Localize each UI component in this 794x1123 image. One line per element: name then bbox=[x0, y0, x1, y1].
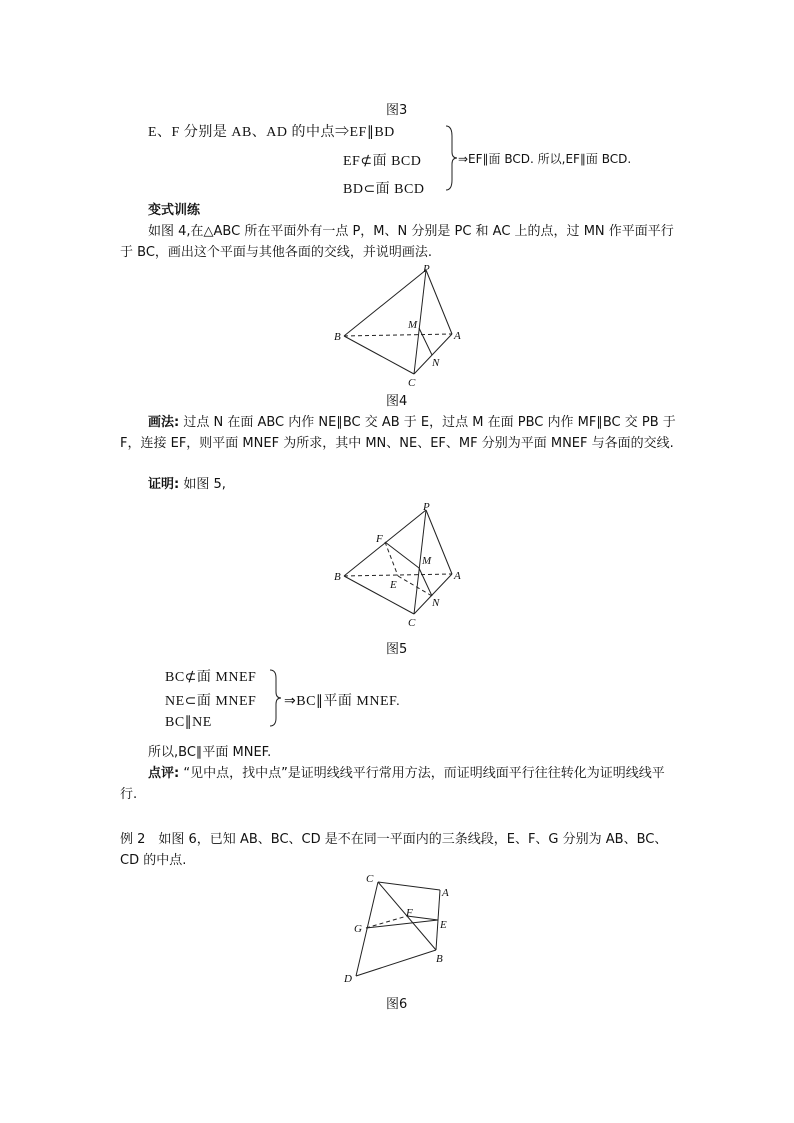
figure-3-caption: 图3 bbox=[386, 103, 408, 118]
proof2-conclusion: ⇒BC∥平面 MNEF. bbox=[284, 694, 401, 709]
edge-CA bbox=[378, 882, 440, 890]
proof1-line1: E、F 分别是 AB、AD 的中点⇒EF∥BD bbox=[148, 125, 395, 140]
proof-intro-text: 如图 5, bbox=[179, 477, 226, 492]
example-2-text: 例 2 如图 6，已知 AB、BC、CD 是不在同一平面内的三条线段，E、F、G 分别为 AB、BC、CD 的中点. bbox=[120, 832, 668, 868]
so-statement: 所以,BC∥平面 MNEF. bbox=[148, 745, 272, 760]
figure-6-caption: 图6 bbox=[386, 997, 408, 1012]
label-F: F bbox=[376, 533, 383, 545]
comment-label: 点评: bbox=[148, 766, 180, 781]
label-A: A bbox=[454, 570, 461, 582]
label-P: P bbox=[423, 501, 430, 513]
label-E: E bbox=[440, 919, 447, 931]
label-A: A bbox=[454, 330, 461, 342]
label-C: C bbox=[408, 617, 416, 629]
label-D: D bbox=[344, 973, 352, 985]
comment-text: “见中点，找中点”是证明线线平行常用方法，而证明线面平行往往转化为证明线线平行. bbox=[120, 766, 665, 802]
edge-GE bbox=[366, 920, 438, 928]
proof1-line2: EF⊄面 BCD bbox=[343, 154, 422, 169]
label-B: B bbox=[334, 331, 341, 343]
comment-paragraph bbox=[120, 763, 680, 805]
label-N: N bbox=[432, 357, 440, 369]
proof2-brace bbox=[268, 668, 282, 728]
figure-4-diagram bbox=[328, 258, 468, 390]
method-label: 画法: bbox=[148, 415, 180, 430]
edge-BC bbox=[344, 336, 414, 374]
proof2-line3: BC∥NE bbox=[165, 715, 212, 730]
label-E: E bbox=[390, 579, 397, 591]
label-P: P bbox=[423, 263, 430, 275]
label-G: G bbox=[354, 923, 362, 935]
edge-DB bbox=[356, 950, 436, 976]
edge-MN bbox=[419, 328, 432, 355]
label-F: F bbox=[406, 907, 413, 919]
proof1-line3: BD⊂面 BCD bbox=[343, 182, 425, 197]
variant-heading: 变式训练 bbox=[148, 203, 201, 218]
label-B: B bbox=[436, 953, 443, 965]
proof2-line1: BC⊄面 MNEF bbox=[165, 670, 257, 685]
label-B: B bbox=[334, 571, 341, 583]
label-C: C bbox=[366, 873, 374, 885]
proof2-line2: NE⊂面 MNEF bbox=[165, 694, 257, 709]
proof-label: 证明: bbox=[148, 477, 180, 492]
variant-text: 如图 4,在△ABC 所在平面外有一点 P，M、N 分别是 PC 和 AC 上的点，过 MN 作平面平行于 BC，画出这个平面与其他各面的交线，并说明画法. bbox=[120, 224, 674, 260]
edge-BA bbox=[344, 334, 452, 336]
figure-5-caption: 图5 bbox=[386, 642, 408, 657]
method-paragraph bbox=[120, 412, 680, 454]
edge-BC bbox=[344, 576, 414, 614]
figure-4-caption: 图4 bbox=[386, 394, 408, 409]
label-C: C bbox=[408, 377, 416, 389]
label-M: M bbox=[408, 319, 418, 331]
figure-6-diagram bbox=[336, 870, 460, 988]
proof-intro bbox=[120, 474, 680, 495]
label-M: M bbox=[422, 555, 432, 567]
figure-5-diagram bbox=[328, 496, 468, 630]
label-A: A bbox=[442, 887, 449, 899]
edge-FM bbox=[385, 542, 419, 568]
proof1-brace bbox=[444, 124, 458, 192]
method-text: 过点 N 在面 ABC 内作 NE∥BC 交 AB 于 E，过点 M 在面 PBC 内作 MF∥BC 交 PB 于 F，连接 EF，则平面 MNEF 为所求，其中 MN、NE、EF、MF 分别为平面 MNEF 与各面的交线. bbox=[120, 415, 676, 451]
edge-PA bbox=[426, 270, 452, 334]
label-N: N bbox=[432, 597, 440, 609]
proof1-conclusion: ⇒EF∥面 BCD. 所以,EF∥面 BCD. bbox=[458, 152, 632, 166]
